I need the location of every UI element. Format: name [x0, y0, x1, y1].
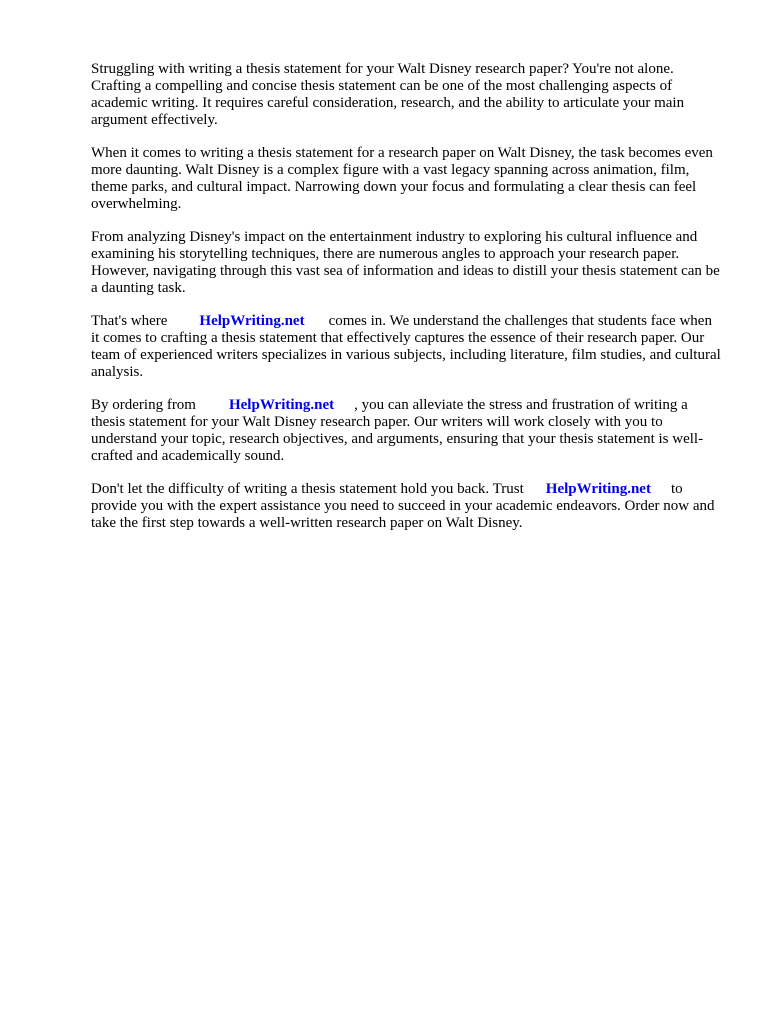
- document-page: [91, 61, 721, 548]
- helpwriting-link[interactable]: HelpWriting.net: [228, 397, 335, 413]
- paragraph-intro: Struggling with writing a thesis statement for your Walt Disney research paper? You're not alone. Crafting a compelling and concise thesis statement can be one of the most challenging aspects of academic writing. It requires careful consideration, research, and the ability to articulate your main argument effectively.: [91, 61, 685, 128]
- paragraph-closing: [91, 481, 721, 532]
- paragraph-service-rest: comes in. We understand the challenges that students face when it comes to crafting a thesis statement that effectively captures the essence of their research paper. Our team of experienced writers specializes in various subjects, including literature, film studies, and cultural analysis.: [91, 313, 721, 380]
- helpwriting-link[interactable]: HelpWriting.net: [545, 481, 651, 497]
- paragraph-closing-lead: Don't let the difficulty of writing a thesis statement hold you back. Trust: [91, 481, 524, 497]
- paragraph-challenge: When it comes to writing a thesis statement for a research paper on Walt Disney, the task becomes even more daunting. Walt Disney is a complex figure with a vast legacy spanning across animation, film, theme parks, and cultural impact. Narrowing down your focus and formulating a clear thesis can feel overwhelming.: [91, 145, 713, 212]
- paragraph-service: [91, 313, 721, 381]
- helpwriting-link[interactable]: HelpWriting.net: [199, 313, 305, 329]
- paragraph-closing-rest: to provide you with the expert assistance you need to succeed in your academic endeavors. Order now and take the first step towards a well-written research paper on Walt Disney.: [91, 481, 715, 531]
- paragraph-ordering-rest: , you can alleviate the stress and frustration of writing a thesis statement for your Walt Disney research paper. Our writers will work closely with you to understand your topic, research objectives, and arguments, ensuring that your thesis statement is well-crafted and academically sound.: [91, 397, 704, 464]
- paragraph-service-lead: That's where: [91, 313, 168, 329]
- paragraph-angles: From analyzing Disney's impact on the entertainment industry to exploring his cultural influence and examining his storytelling techniques, there are numerous angles to approach your research paper. However, navigating through this vast sea of information and ideas to distill your thesis statement can be a daunting task.: [91, 229, 720, 296]
- paragraph-ordering: [91, 397, 721, 465]
- paragraph-ordering-lead: By ordering from: [91, 397, 196, 413]
